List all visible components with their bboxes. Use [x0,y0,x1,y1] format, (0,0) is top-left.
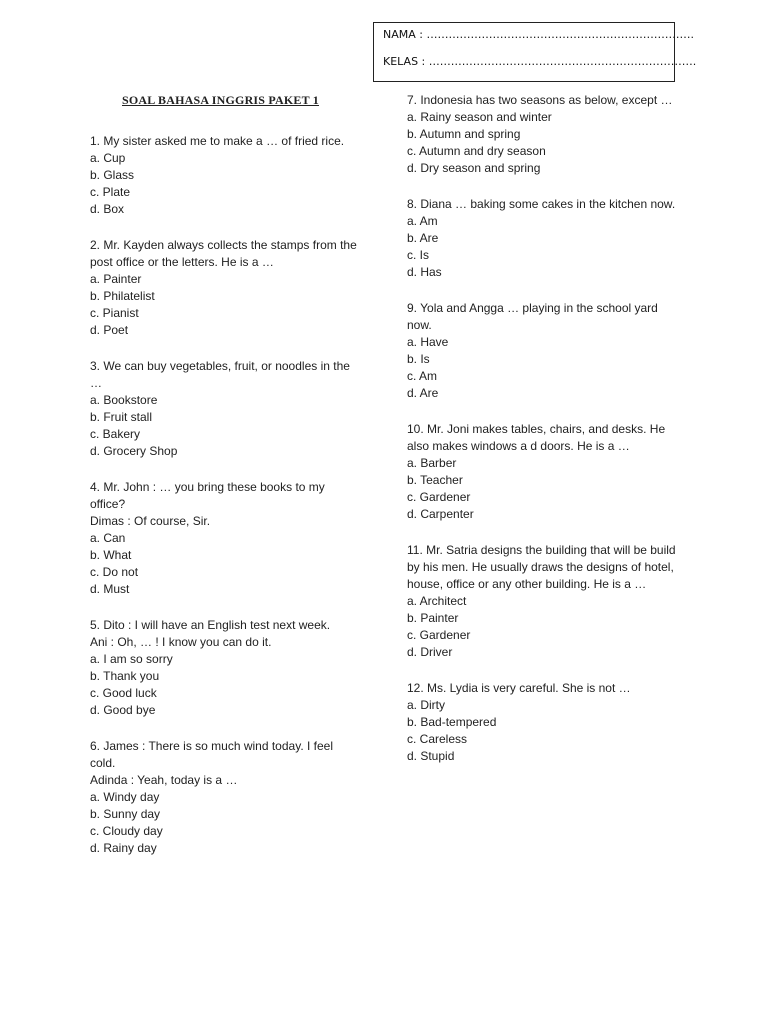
answer-option: b. Glass [90,168,135,182]
answer-option: d. Stupid [407,749,455,763]
answer-option: d. Carpenter [407,507,474,521]
answer-option: b. Teacher [407,473,463,487]
question-block [407,92,683,177]
answer-option: d. Grocery Shop [90,444,178,458]
answer-option: a. Have [407,335,449,349]
question-stem: 3. We can buy vegetables, fruit, or noodles in the … [90,359,350,390]
question-stem: 8. Diana … baking some cakes in the kitchen now. [407,197,676,211]
answer-option: c. Bakery [90,427,141,441]
question-block [407,680,683,765]
question-stem: 12. Ms. Lydia is very careful. She is not … [407,681,631,695]
answer-option: a. Dirty [407,698,446,712]
question-block [407,300,683,402]
answer-option: c. Good luck [90,686,157,700]
answer-option: b. Painter [407,611,459,625]
answer-option: d. Box [90,202,125,216]
question-stem: 9. Yola and Angga … playing in the school yard now. [407,301,658,332]
answer-option: b. What [90,548,132,562]
question-stem: 10. Mr. Joni makes tables, chairs, and desks. He also makes windows a d doors. He is a … [407,422,666,453]
question-stem: 4. Mr. John : … you bring these books to my office? [90,480,325,511]
answer-option: d. Driver [407,645,453,659]
answer-option: d. Poet [90,323,129,337]
answer-option: b. Philatelist [90,289,155,303]
answer-option: b. Sunny day [90,807,161,821]
answer-option: d. Rainy day [90,841,157,855]
dialog-line: Ani : Oh, … ! I know you can do it. [90,635,272,649]
question-stem: 2. Mr. Kayden always collects the stamps from the post office or the letters. He is a … [90,238,357,269]
answer-option: d. Are [407,386,439,400]
answer-option: b. Autumn and spring [407,127,521,141]
question-block [90,237,358,339]
answer-option: b. Fruit stall [90,410,153,424]
answer-option: c. Do not [90,565,139,579]
question-stem: 5. Dito : I will have an English test next week. [90,618,331,632]
left-question-column [90,133,358,876]
answer-option: a. Barber [407,456,457,470]
answer-option: d. Has [407,265,442,279]
answer-option: c. Cloudy day [90,824,163,838]
answer-option: a. Windy day [90,790,160,804]
kelas-field: KELAS : ………………………………………………………………. [383,55,697,68]
question-stem: 1. My sister asked me to make a … of fried rice. [90,134,345,148]
answer-option: c. Am [407,369,438,383]
answer-option: a. Rainy season and winter [407,110,552,124]
answer-option: c. Autumn and dry season [407,144,546,158]
question-block [90,133,358,218]
answer-option: d. Must [90,582,130,596]
answer-option: a. I am so sorry [90,652,173,666]
question-block [90,479,358,598]
question-stem: 11. Mr. Satria designs the building that will be build by his men. He usually draws the designs of hotel, house, office or any other building. He is a … [407,543,676,591]
answer-option: b. Is [407,352,430,366]
answer-option: c. Is [407,248,430,262]
question-block [90,358,358,460]
answer-option: a. Can [90,531,126,545]
dialog-line: Adinda : Yeah, today is a … [90,773,238,787]
right-question-column [407,92,683,784]
question-block [90,617,358,719]
answer-option: a. Am [407,214,438,228]
answer-option: c. Pianist [90,306,139,320]
answer-option: b. Bad-tempered [407,715,497,729]
question-stem: 6. James : There is so much wind today. I feel cold. [90,739,333,770]
question-block [407,196,683,281]
answer-option: d. Dry season and spring [407,161,541,175]
question-stem: 7. Indonesia has two seasons as below, except … [407,93,673,107]
page-title: SOAL BAHASA INGGRIS PAKET 1 [122,93,320,107]
answer-option: b. Are [407,231,439,245]
question-block [407,542,683,661]
answer-option: c. Careless [407,732,468,746]
dialog-line: Dimas : Of course, Sir. [90,514,211,528]
answer-option: a. Cup [90,151,126,165]
question-block [90,738,358,857]
answer-option: d. Good bye [90,703,156,717]
nama-field: NAMA : ………………………………………………………………. [383,28,694,41]
answer-option: a. Bookstore [90,393,158,407]
answer-option: c. Gardener [407,490,471,504]
answer-option: a. Architect [407,594,467,608]
answer-option: c. Gardener [407,628,471,642]
answer-option: c. Plate [90,185,131,199]
student-id-box [373,22,697,82]
question-block [407,421,683,523]
answer-option: b. Thank you [90,669,160,683]
answer-option: a. Painter [90,272,142,286]
